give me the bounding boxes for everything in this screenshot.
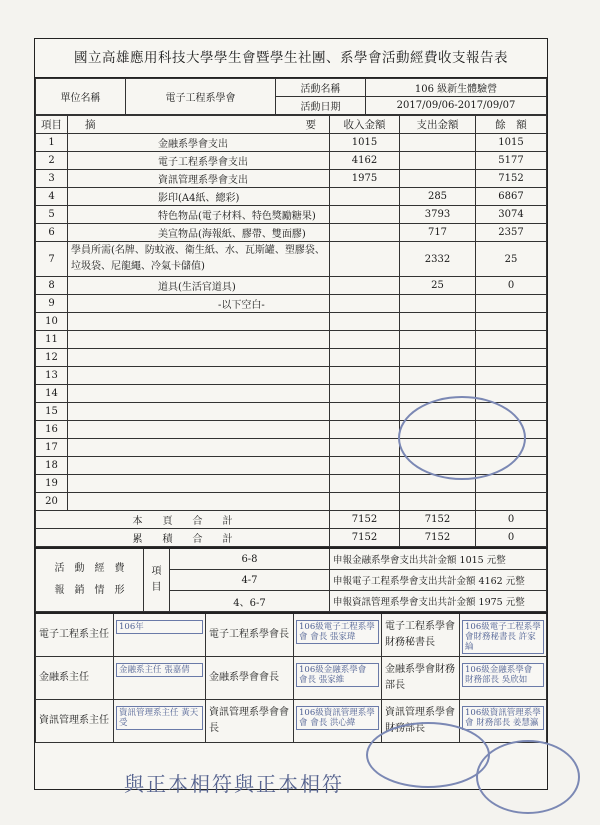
- table-row: [36, 224, 547, 242]
- row-description: 影印(A4紙、總彩): [68, 188, 330, 206]
- row-description: [68, 421, 330, 439]
- signature-stamp: 106級電子工程系學會財務秘書長 許家綸: [462, 620, 544, 654]
- row-expense: 3793: [400, 206, 476, 224]
- page-total-expense: 7152: [400, 511, 476, 529]
- signature-stamp: 106級電子工程系學會 會長 張家瑋: [296, 620, 379, 644]
- signer-title-1: 電子工程系主任: [36, 613, 114, 657]
- row-number: 3: [36, 170, 68, 188]
- row-description: 電子工程系學會支出: [68, 152, 330, 170]
- activity-name-label: 活動名稱: [276, 79, 366, 97]
- row-number: 12: [36, 349, 68, 367]
- signer-stamp-3: [460, 657, 547, 700]
- row-income: [330, 349, 400, 367]
- row-description: [68, 475, 330, 493]
- row-balance: 7152: [476, 170, 547, 188]
- col-summary: [68, 116, 330, 134]
- row-expense: [400, 493, 476, 511]
- row-number: 4: [36, 188, 68, 206]
- table-row: [36, 188, 547, 206]
- signature-stamp: 106級資訊管理系學會 財務部長 姜慧瀛: [462, 706, 544, 730]
- row-income: [330, 439, 400, 457]
- row-description: [68, 331, 330, 349]
- table-row: [36, 170, 547, 188]
- row-description: 學員所需(名牌、防蚊液、衛生紙、水、瓦斯罐、塑膠袋、垃圾袋、尼龍繩、冷氣卡儲值): [68, 242, 330, 277]
- row-income: [330, 277, 400, 295]
- row-income: [330, 331, 400, 349]
- table-row: [36, 242, 547, 277]
- row-number: 1: [36, 134, 68, 152]
- cum-total-label: 累 積 合 計: [36, 529, 330, 547]
- row-balance: 25: [476, 242, 547, 277]
- signer-stamp-3: [460, 613, 547, 657]
- cum-total-expense: 7152: [400, 529, 476, 547]
- row-income: [330, 403, 400, 421]
- reimburse-text-2: 申報資訊管理系學會支出共計金額 1975 元整: [330, 591, 547, 612]
- row-expense: [400, 367, 476, 385]
- signature-row: [36, 657, 547, 700]
- row-number: 5: [36, 206, 68, 224]
- row-expense: [400, 152, 476, 170]
- table-row: [36, 367, 547, 385]
- row-income: [330, 188, 400, 206]
- row-balance: [476, 295, 547, 313]
- reimburse-table: [35, 547, 547, 612]
- row-description: [68, 313, 330, 331]
- cum-total-balance: 0: [476, 529, 547, 547]
- row-number: 2: [36, 152, 68, 170]
- signer-stamp-1: [114, 700, 206, 743]
- row-number: 8: [36, 277, 68, 295]
- signature-row: [36, 613, 547, 657]
- row-balance: 6867: [476, 188, 547, 206]
- signer-stamp-2: [294, 613, 382, 657]
- table-row: [36, 277, 547, 295]
- signature-stamp: 106年: [116, 620, 203, 634]
- page-total-balance: 0: [476, 511, 547, 529]
- table-row: [36, 349, 547, 367]
- row-description: [68, 439, 330, 457]
- row-number: 9: [36, 295, 68, 313]
- school-seal-bottom: [366, 722, 490, 788]
- row-description: [68, 403, 330, 421]
- row-balance: [476, 331, 547, 349]
- ledger-header-row: [36, 116, 547, 134]
- reimburse-item-label: 項 目: [144, 548, 170, 612]
- unit-label: 單位名稱: [36, 79, 126, 115]
- signer-title-3: 金融系學會財務部長: [382, 657, 460, 700]
- table-row: [36, 134, 547, 152]
- form-title: 國立高雄應用科技大學學生會暨學生社團、系學會活動經費收支報告表: [35, 39, 547, 78]
- row-income: [330, 224, 400, 242]
- row-number: 16: [36, 421, 68, 439]
- activity-date-value: 2017/09/06-2017/09/07: [366, 97, 547, 115]
- row-number: 18: [36, 457, 68, 475]
- unit-value: 電子工程系學會: [126, 79, 276, 115]
- reimburse-range-0: 6-8: [170, 548, 330, 570]
- row-number: 7: [36, 242, 68, 277]
- page-total-row: [36, 511, 547, 529]
- signer-title-2: 電子工程系學會長: [206, 613, 294, 657]
- row-expense: 717: [400, 224, 476, 242]
- row-description: [68, 385, 330, 403]
- col-summary-left: 摘: [85, 119, 96, 131]
- row-expense: [400, 349, 476, 367]
- signer-stamp-2: [294, 700, 382, 743]
- row-description: [68, 493, 330, 511]
- table-row: [36, 152, 547, 170]
- row-income: [330, 206, 400, 224]
- row-description: [68, 349, 330, 367]
- col-item: 項目: [36, 116, 68, 134]
- signer-title-2: 金融系學會會長: [206, 657, 294, 700]
- reimburse-range-1: 4-7: [170, 570, 330, 591]
- row-number: 6: [36, 224, 68, 242]
- reimburse-label: [36, 548, 144, 612]
- row-income: 4162: [330, 152, 400, 170]
- signer-title-3: 電子工程系學會財務秘書長: [382, 613, 460, 657]
- row-income: [330, 421, 400, 439]
- row-description: -以下空白-: [68, 295, 330, 313]
- row-balance: [476, 475, 547, 493]
- row-income: [330, 475, 400, 493]
- row-number: 20: [36, 493, 68, 511]
- row-description: 美宣物品(海報紙、膠帶、雙面膠): [68, 224, 330, 242]
- row-income: [330, 457, 400, 475]
- table-row: [36, 295, 547, 313]
- col-balance: 餘 額: [476, 116, 547, 134]
- row-income: [330, 295, 400, 313]
- signature-stamp: 106級金融系學會 財務部長 吳欣如: [462, 663, 544, 687]
- row-number: 19: [36, 475, 68, 493]
- copy-verification-mark: 與正本相符與正本相符: [124, 772, 344, 796]
- signer-stamp-1: [114, 657, 206, 700]
- info-table: [35, 78, 547, 115]
- row-number: 11: [36, 331, 68, 349]
- row-balance: [476, 493, 547, 511]
- row-expense: [400, 331, 476, 349]
- row-description: [68, 367, 330, 385]
- row-income: [330, 493, 400, 511]
- table-row: [36, 493, 547, 511]
- col-income: 收入金額: [330, 116, 400, 134]
- signer-title-3: 資訊管理系學會財務部長: [382, 700, 460, 743]
- table-row: [36, 206, 547, 224]
- dept-seal-bottom: [476, 740, 580, 814]
- activity-date-label: 活動日期: [276, 97, 366, 115]
- row-number: 17: [36, 439, 68, 457]
- row-description: 道具(生活官道具): [68, 277, 330, 295]
- signer-title-2: 資訊管理系學會會長: [206, 700, 294, 743]
- page-total-income: 7152: [330, 511, 400, 529]
- signature-stamp: 106級金融系學會 會長 張家維: [296, 663, 379, 687]
- row-income: [330, 385, 400, 403]
- row-income: [330, 367, 400, 385]
- signer-stamp-2: [294, 657, 382, 700]
- table-row: [36, 313, 547, 331]
- activity-name-value: 106 級新生體驗營: [366, 79, 547, 97]
- signer-title-1: 資訊管理系主任: [36, 700, 114, 743]
- row-number: 10: [36, 313, 68, 331]
- signer-title-1: 金融系主任: [36, 657, 114, 700]
- row-balance: [476, 313, 547, 331]
- row-description: [68, 457, 330, 475]
- row-balance: [476, 349, 547, 367]
- row-number: 13: [36, 367, 68, 385]
- row-expense: [400, 134, 476, 152]
- cumulative-total-row: [36, 529, 547, 547]
- signer-stamp-1: [114, 613, 206, 657]
- ledger-table: [35, 115, 547, 547]
- row-description: 特色物品(電子材料、特色獎勵糖果): [68, 206, 330, 224]
- cum-total-income: 7152: [330, 529, 400, 547]
- row-income: [330, 313, 400, 331]
- reimburse-label-line1: 活 動 經 費: [54, 563, 125, 574]
- row-number: 15: [36, 403, 68, 421]
- col-expense: 支出金額: [400, 116, 476, 134]
- signature-stamp: 106級資訊管理系學會 會長 洪心緯: [296, 706, 379, 730]
- row-balance: 0: [476, 277, 547, 295]
- reimburse-range-2: 4、6-7: [170, 591, 330, 612]
- signature-stamp: 資訊管理系主任 黃天受: [116, 706, 203, 730]
- reimburse-label-line2: 報 銷 情 形: [54, 585, 125, 596]
- row-expense: 25: [400, 277, 476, 295]
- reimburse-text-1: 申報電子工程系學會支出共計金額 4162 元整: [330, 570, 547, 591]
- row-expense: [400, 170, 476, 188]
- row-income: [330, 242, 400, 277]
- col-summary-right: 要: [305, 119, 316, 131]
- row-balance: 5177: [476, 152, 547, 170]
- row-income: 1015: [330, 134, 400, 152]
- signature-table: [35, 612, 547, 743]
- row-balance: 1015: [476, 134, 547, 152]
- row-description: 金融系學會支出: [68, 134, 330, 152]
- row-balance: 3074: [476, 206, 547, 224]
- row-description: 資訊管理系學會支出: [68, 170, 330, 188]
- table-row: [36, 331, 547, 349]
- row-number: 14: [36, 385, 68, 403]
- row-expense: [400, 295, 476, 313]
- row-income: 1975: [330, 170, 400, 188]
- row-expense: [400, 313, 476, 331]
- row-expense: 2332: [400, 242, 476, 277]
- row-balance: 2357: [476, 224, 547, 242]
- row-balance: [476, 367, 547, 385]
- row-expense: 285: [400, 188, 476, 206]
- reimburse-text-0: 申報金融系學會支出共計金額 1015 元整: [330, 548, 547, 570]
- page-total-label: 本 頁 合 計: [36, 511, 330, 529]
- school-seal-top: [398, 396, 526, 480]
- signature-stamp: 金融系主任 張嘉倩: [116, 663, 203, 677]
